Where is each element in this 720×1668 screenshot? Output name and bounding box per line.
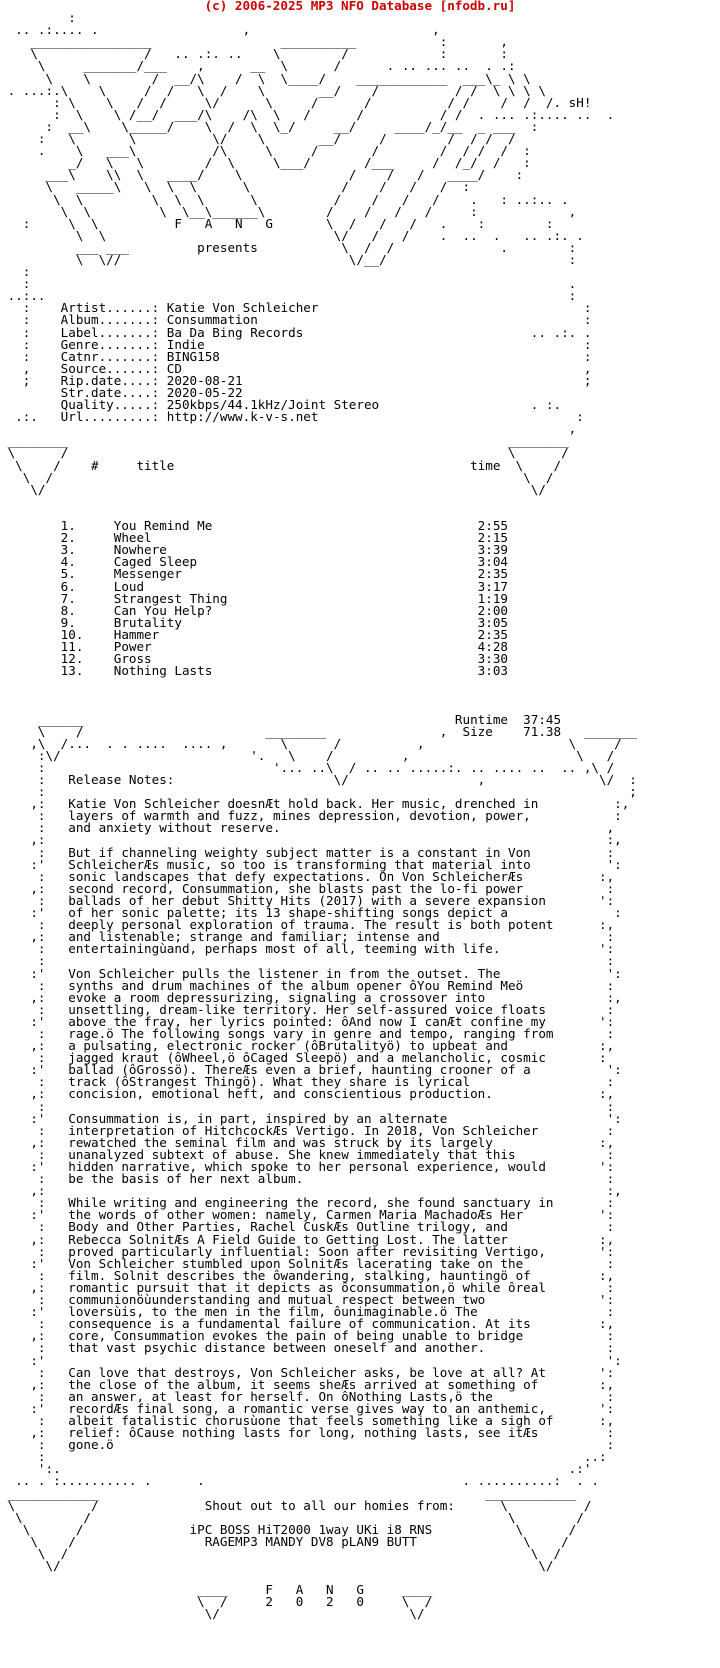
nfo-line: . \ ___\ /\ \ / / / / / / : bbox=[0, 143, 531, 159]
nfo-line: : unsettling, dream-like territory. Her self-assured voice floats : bbox=[0, 1001, 615, 1017]
nfo-line: :' ': bbox=[0, 1352, 622, 1368]
nfo-line: : synths and drum machines of the album opener ôYou Remind Meö : bbox=[0, 977, 615, 993]
nfo-line: \ \// \/__/ : bbox=[0, 251, 577, 267]
nfo-line: : Can love that destroys, Von Schleicher asks, be love at all? At ': bbox=[0, 1364, 615, 1380]
nfo-line: : . bbox=[0, 276, 577, 292]
nfo-line: ________ ________ bbox=[0, 433, 569, 449]
nfo-line: \ / .. .:. .. \ / : : bbox=[0, 46, 508, 62]
nfo-line: ,: Katie Von Schleicher doesnÆt hold back. Her music, drenched in :, bbox=[0, 796, 630, 812]
nfo-line: : bbox=[0, 10, 76, 26]
nfo-line: : \ \ F A N G \ / / / . : : bbox=[0, 215, 554, 231]
nfo-line: ___ ___ presents \ / / . : bbox=[0, 239, 577, 255]
nfo-line: 8. Can You Help? 2:00 bbox=[0, 602, 508, 618]
nfo-line: : Album.......: Consummation : bbox=[0, 312, 592, 328]
nfo-line: : communionöùunderstanding and mutual respect between two ': bbox=[0, 1292, 615, 1308]
nfo-line: ,: core, Consummation evokes the pain of being unable to bridge : bbox=[0, 1328, 615, 1344]
nfo-line: , bbox=[0, 421, 577, 437]
nfo-line: : track (ôStrangest Thingö). What they share is lyrical : bbox=[0, 1074, 615, 1090]
nfo-line: Quality.....: 250kbps/44.1kHz/Joint Stereo . :. bbox=[0, 397, 562, 413]
nfo-line: ,: relief: ôCause nothing lasts for long, nothing lasts, see itÆs : bbox=[0, 1425, 615, 1441]
nfo-line: : Artist......: Katie Von Schleicher : bbox=[0, 300, 592, 316]
nfo-line: ,: romantic pursuit that it depicts as ôconsummation,ö while ôreal : bbox=[0, 1279, 615, 1295]
nfo-line: :' the words of other women: namely, Carmen Maria MachadoÆs Her ': bbox=[0, 1207, 615, 1223]
nfo-line: \ _____\ \ \ \ \ / / / / : bbox=[0, 179, 471, 195]
nfo-line: 4. Caged Sleep 3:04 bbox=[0, 554, 508, 570]
nfo-line: : jagged kraut (ôWheel,ö ôCaged Sleepö) and a melancholic, cosmic : bbox=[0, 1050, 607, 1066]
nfo-line: \ / \ / bbox=[0, 1546, 562, 1561]
nfo-line: : and anxiety without reserve. , bbox=[0, 820, 615, 836]
nfo-line: 6. Loud 3:17 bbox=[0, 578, 508, 594]
nfo-line: \ _______/___ , __ \ / . .. ... .. . .: bbox=[0, 58, 516, 74]
nfo-line: : film. Solnit describes the ôwandering, stalking, hauntingö of :, bbox=[0, 1267, 615, 1283]
nfo-line: \ / Shout out to all our homies from: \ / bbox=[0, 1497, 592, 1513]
nfo-line: ____ F A N G ____ bbox=[0, 1582, 433, 1598]
nfo-line: : '... ..\ / .. .. .....:. .. .... .. .. ,\ / bbox=[0, 759, 615, 775]
nfo-line: : gone.ö : bbox=[0, 1437, 615, 1453]
nfo-line: :\/ '. \ / , \ / bbox=[0, 747, 615, 763]
nfo-line: : sonic landscapes that defy expectations. On Von SchleicherÆs :, bbox=[0, 868, 615, 884]
nfo-line: : entertainingùand, perhaps most of all, teeming with life. ': bbox=[0, 941, 615, 957]
nfo-line: 3. Nowhere 3:39 bbox=[0, 542, 508, 558]
nfo-line: :' of her sonic palette; its 13 shape-shifting songs depict a : bbox=[0, 905, 622, 921]
nfo-line: _/ \ \ / \ \___/ /___ / /_/ / : bbox=[0, 155, 531, 171]
nfo-line: : unanalyzed subtext of abuse. She knew immediately that this : bbox=[0, 1146, 615, 1162]
nfo-line: \ \ \ \ \ \ / / / / . : ..:.. . bbox=[0, 191, 569, 207]
nfo-line: :' hidden narrative, which spoke to her personal experience, would ': bbox=[0, 1159, 615, 1174]
nfo-line bbox=[0, 677, 720, 689]
nfo-line: : ballads of her debut Shitty Hits (2017) with a severe expansion ': bbox=[0, 892, 615, 908]
nfo-line: ,: :, bbox=[0, 832, 622, 848]
nfo-line: \ / \ / bbox=[0, 1509, 584, 1525]
nfo-line: :' Consummation is, in part, inspired by an alternate ': bbox=[0, 1110, 622, 1126]
nfo-line: \/ \/ bbox=[0, 1606, 425, 1622]
nfo-line: .. .:.... . , , bbox=[0, 22, 440, 38]
nfo-line: 12. Gross 3:30 bbox=[0, 651, 508, 667]
nfo-line: ,: rewatched the seminal film and was struck by its largely :, bbox=[0, 1134, 615, 1150]
nfo-line: : layers of warmth and fuzz, mines depression, devotion, power, : bbox=[0, 808, 622, 824]
nfo-line: \ / 2 0 2 0 \ / bbox=[0, 1594, 433, 1610]
nfo-line: , Source......: CD , bbox=[0, 360, 592, 376]
nfo-line: :' SchleicherÆs music, so too is transforming that material into ': bbox=[0, 856, 622, 872]
nfo-line: \ / ________ , Size 71.38 _______ bbox=[0, 723, 637, 739]
nfo-line: ________________ __________ : , bbox=[0, 34, 508, 50]
nfo-line: : ; bbox=[0, 784, 637, 800]
nfo-line: : Catnr.......: BING158 : bbox=[0, 348, 592, 364]
nfo-line: : Body and Other Parties, Rachel CuskÆs Outline trilogy, and : bbox=[0, 1219, 615, 1235]
nfo-line: : interpretation of HitchcockÆs Vertigo. In 2018, Von Schleicher : bbox=[0, 1122, 615, 1138]
nfo-line: 11. Power 4:28 bbox=[0, 638, 508, 654]
nfo-line: : Release Notes: \/ , \/ : bbox=[0, 772, 637, 787]
nfo-line: : ..: bbox=[0, 1449, 607, 1465]
nfo-line: :' above the fray, her lyrics pointed: ôAnd now I canÆt confine my ': bbox=[0, 1013, 615, 1029]
nfo-line: \/ \/ bbox=[0, 481, 546, 497]
nfo-line: :' Von Schleicher stumbled upon SolnitÆs lacerating take on the : bbox=[0, 1255, 615, 1271]
nfo-line: ; Rip.date....: 2020-08-21 ; bbox=[0, 372, 592, 388]
nfo-line: :' ballad (ôGrossö). ThereÆs even a brief, haunting crooner of a ': bbox=[0, 1062, 622, 1078]
nfo-line: : rage.ö The following songs vary in genre and tempo, ranging from : bbox=[0, 1025, 615, 1041]
nfo-line bbox=[0, 689, 720, 701]
nfo-line: ,: a pulsating, electronic rocker (ôBrutalityö) to upbeat and :, bbox=[0, 1038, 615, 1054]
nfo-line: : albeit fatalistic chorusùone that feels something like a sigh of :, bbox=[0, 1412, 615, 1428]
nfo-line: \ \ \/ / / . .. . .. .:. . bbox=[0, 227, 584, 243]
nfo-line: : proved particularly influential: Soon after revisiting Vertigo, ': bbox=[0, 1243, 615, 1259]
site-banner: (c) 2006-2025 MP3 NFO Database [nfodb.ru] bbox=[204, 0, 516, 13]
nfo-line: : : bbox=[0, 1098, 615, 1114]
nfo-line: ___\ \\ \ ____/ \ / / / ____/ : bbox=[0, 167, 524, 183]
nfo-line: ..:.. : bbox=[0, 288, 577, 304]
nfo-line: 7. Strangest Thing 1:19 bbox=[0, 590, 508, 606]
nfo-line: \ / iPC BOSS HiT2000 1way UKi i8 RNS \ / bbox=[0, 1521, 577, 1537]
nfo-line: :' recordÆs final song, a romantic verse gives way to an anthemic, ': bbox=[0, 1400, 615, 1416]
nfo-line: 9. Brutality 3:05 bbox=[0, 614, 508, 630]
nfo-line: ,: and listenable; strange and familiar; intense and : bbox=[0, 929, 615, 945]
nfo-line: ':. .:' bbox=[0, 1461, 592, 1477]
nfo-line bbox=[0, 0, 720, 12]
nfo-line: ______ Runtime 37:45 bbox=[0, 711, 562, 727]
nfo-line: \/ \/ bbox=[0, 1558, 554, 1574]
nfo-line: ,: Rebecca SolnitÆs A Field Guide to Getting Lost. The latter :, bbox=[0, 1231, 615, 1247]
nfo-line: : bbox=[0, 264, 31, 280]
nfo-line: : \ \ \/ \ __/ / / / / / bbox=[0, 131, 516, 147]
nfo-line: .. . :.......... . . . ..........: . . bbox=[0, 1473, 599, 1489]
nfo-line: Str.date....: 2020-05-22 bbox=[0, 385, 243, 400]
nfo-line: : But if channeling weighty subject matter is a constant in Von : bbox=[0, 844, 615, 860]
nfo-line: \ / RAGEMP3 MANDY DV8 pLAN9 BUTT \ / bbox=[0, 1533, 569, 1549]
nfo-line: \ / \ / bbox=[0, 469, 554, 485]
nfo-line: ,: evoke a room depressurizing, signaling a crossover into :, bbox=[0, 989, 622, 1005]
nfo-line: 13. Nothing Lasts 3:03 bbox=[0, 663, 508, 679]
nfo-line: \ / \ / bbox=[0, 445, 569, 461]
nfo-line: : Genre.......: Indie : bbox=[0, 336, 592, 352]
nfo-line: : While writing and engineering the record, she found sanctuary in : bbox=[0, 1195, 615, 1211]
nfo-line: .:. Url.........: http://www.k-v-s.net : bbox=[0, 409, 584, 425]
nfo-line: : that vast psychic distance between oneself and another. : bbox=[0, 1340, 615, 1356]
nfo-line: ,: the close of the album, it seems sheÆs arrived at something of :, bbox=[0, 1376, 615, 1392]
nfo-line: ,: concision, emotional heft, and conscientious production. :, bbox=[0, 1086, 615, 1102]
nfo-line: : consequence is a fundamental failure of communication. At its :, bbox=[0, 1316, 615, 1332]
nfo-line: ____________ ____________ bbox=[0, 1485, 577, 1501]
nfo-line: :' loversùis, to the men in the film, ôunimaginable.ö The : bbox=[0, 1304, 615, 1320]
nfo-line: \ \ \ \__\______\ / / / / : , bbox=[0, 203, 577, 219]
nfo-line: 1. You Remind Me 2:55 bbox=[0, 518, 508, 534]
nfo-line: : \ \ /__/ ___/\ /\ \ / / / / . ... .:.... .. . bbox=[0, 106, 615, 122]
nfo-line bbox=[0, 496, 720, 508]
nfo-line: ,: :, bbox=[0, 1183, 622, 1199]
nfo-line: : an answer, at least for herself. On ôNothing Lasts,ö the : bbox=[0, 1388, 615, 1404]
nfo-line: : __\ \_____/ \ / \ \_/ __/ ____/_/__ _ ___ : bbox=[0, 118, 539, 134]
nfo-line: \ \ / __/\ / \ \____/ ____________ ___\_ \ \ bbox=[0, 70, 531, 86]
nfo-line: \ / # title time \ / bbox=[0, 457, 562, 473]
nfo-line: 5. Messenger 2:35 bbox=[0, 566, 508, 582]
nfo-line: . ...:.\ \ / / \ / \ __/ / / / \ \ \ \ bbox=[0, 82, 546, 98]
nfo-line: ,\ /... . . .... .... , \ / , \ / bbox=[0, 735, 622, 751]
nfo-line: 10. Hammer 2:35 bbox=[0, 626, 508, 642]
nfo-line: 2. Wheel 2:15 bbox=[0, 530, 508, 546]
nfo-line: ,: second record, Consummation, she blasts past the lo-fi power : bbox=[0, 880, 615, 896]
nfo-line: : deeply personal exploration of trauma. The result is both potent :, bbox=[0, 917, 615, 933]
nfo-line: : \ \ / / \/ \ / / / / / / /. sH! bbox=[0, 94, 592, 110]
nfo-line: : be the basis of her next album. : bbox=[0, 1171, 615, 1187]
nfo-line: :' Von Schleicher pulls the listener in from the outset. The ': bbox=[0, 965, 622, 981]
nfo-line: : : bbox=[0, 953, 615, 969]
nfo-line: : Label.......: Ba Da Bing Records .. .:. . bbox=[0, 324, 592, 340]
